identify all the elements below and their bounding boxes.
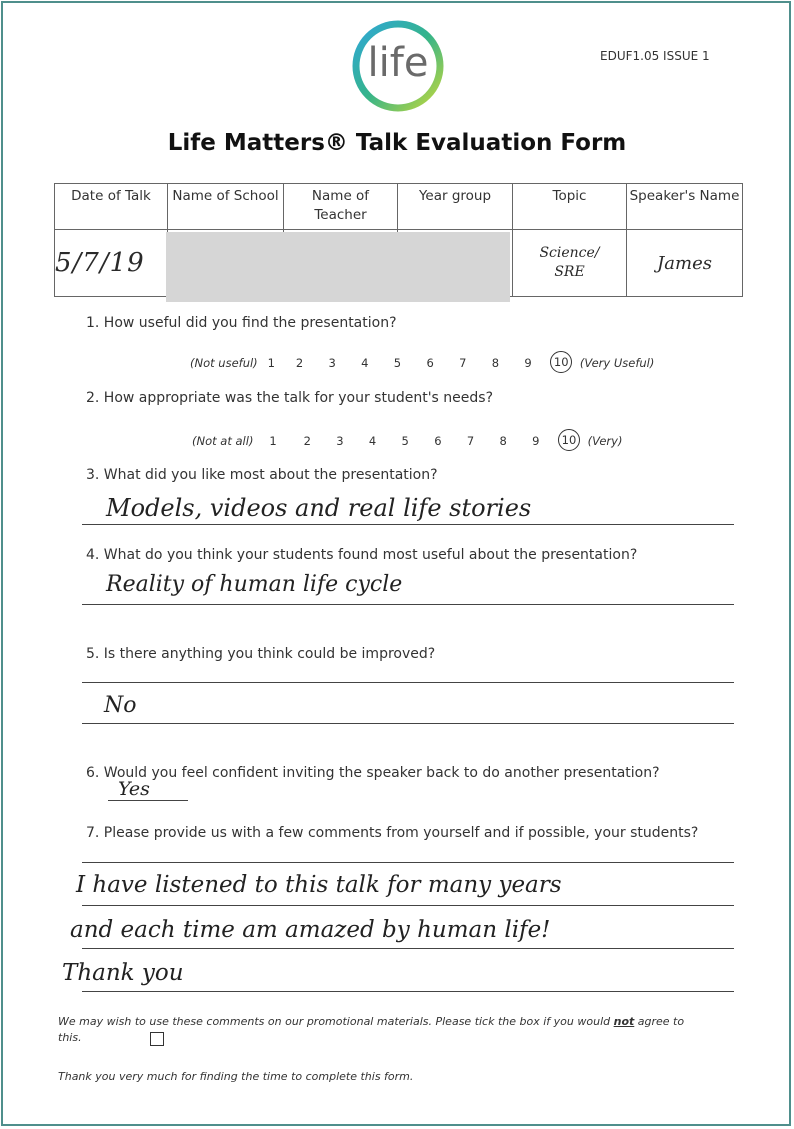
header-name-of-teacher: Name of Teacher (284, 184, 398, 230)
q7-answer-line-3 (82, 948, 734, 949)
q1-high-label: (Very Useful) (579, 356, 655, 370)
question-5: 5. Is there anything you think could be improved? (86, 646, 436, 662)
consent-note-text: We may wish to use these comments on our promotional materials. Please tick the box if you would (58, 1015, 614, 1028)
header-year-group: Year group (398, 184, 513, 230)
q2-option[interactable]: 7 (466, 434, 475, 448)
q4-answer-line (82, 604, 734, 605)
question-1: 1. How useful did you find the presentation? (86, 315, 397, 331)
header-topic: Topic (513, 184, 627, 230)
topic-cell[interactable] (513, 230, 627, 297)
do-not-agree-checkbox[interactable] (150, 1032, 164, 1046)
question-3: 3. What did you like most about the presentation? (86, 467, 438, 483)
q7-answer-line2[interactable]: and each time am amazed by human life! (70, 917, 551, 943)
q2-option[interactable]: 8 (499, 434, 507, 448)
q2-option[interactable]: 6 (434, 434, 442, 448)
q2-rating-scale (192, 430, 622, 452)
q2-option[interactable]: 4 (368, 434, 377, 448)
q1-option[interactable]: 4 (361, 356, 369, 370)
header-speakers-name: Speaker's Name (627, 184, 743, 230)
form-title: Life Matters® Talk Evaluation Form (167, 130, 627, 156)
q7-answer-line3[interactable]: Thank you (62, 960, 184, 986)
question-2: 2. How appropriate was the talk for your student's needs? (86, 390, 493, 406)
q1-rating-scale (190, 352, 654, 374)
q5-answer[interactable]: No (104, 693, 137, 718)
q1-low-label: (Not useful) (190, 356, 258, 370)
question-4: 4. What do you think your students found most useful about the presentation? (86, 547, 638, 563)
consent-note-text-tail: this. (58, 1031, 82, 1044)
q7-answer-line1[interactable]: I have listened to this talk for many years (76, 872, 562, 898)
redacted-block (166, 232, 510, 302)
q3-answer[interactable]: Models, videos and real life stories (106, 494, 532, 522)
header-date-of-talk: Date of Talk (55, 184, 168, 230)
page-border (1, 1, 791, 1126)
q1-option[interactable]: 1 (267, 356, 275, 370)
q7-answer-line-4 (82, 991, 734, 992)
q7-answer-line-1 (82, 862, 734, 863)
document-reference: EDUF1.05 ISSUE 1 (600, 49, 710, 63)
q3-answer-line (82, 524, 734, 525)
q1-option[interactable]: 7 (459, 356, 467, 370)
date-of-talk-value[interactable]: 5/7/19 (55, 230, 168, 297)
q2-option[interactable]: 1 (269, 434, 277, 448)
thank-you-note: Thank you very much for finding the time to complete this form. (58, 1070, 414, 1083)
life-logo (350, 18, 446, 114)
q2-option-selected[interactable]: 10 (558, 429, 580, 451)
q1-option[interactable]: 6 (426, 356, 434, 370)
q5-answer-line-1 (82, 682, 734, 683)
header-name-of-school: Name of School (168, 184, 284, 230)
topic-value-line1: Science/ (539, 245, 600, 261)
q6-answer[interactable]: Yes (118, 778, 150, 800)
speaker-name-value[interactable]: James (627, 230, 743, 297)
q1-option-selected[interactable]: 10 (550, 351, 572, 373)
q2-option[interactable]: 9 (532, 434, 540, 448)
q1-option[interactable]: 8 (491, 356, 500, 370)
q5-answer-line-2 (82, 723, 734, 724)
q1-option[interactable]: 5 (393, 356, 402, 370)
topic-value-line2: SRE (554, 264, 585, 280)
q2-option[interactable]: 5 (401, 434, 409, 448)
logo-text: life (367, 40, 429, 86)
q1-option[interactable]: 2 (295, 356, 304, 370)
consent-note-text-end: agree to (634, 1015, 685, 1028)
q4-answer[interactable]: Reality of human life cycle (106, 572, 403, 597)
question-7: 7. Please provide us with a few comments from yourself and if possible, your students? (86, 825, 699, 841)
q1-option[interactable]: 3 (328, 356, 336, 370)
q6-answer-line (108, 800, 188, 801)
q2-option[interactable]: 3 (336, 434, 344, 448)
question-6: 6. Would you feel confident inviting the speaker back to do another presentation? (86, 765, 660, 781)
q2-option[interactable]: 2 (303, 434, 311, 448)
q2-high-label: (Very) (587, 434, 623, 448)
consent-note-emphasis: not (613, 1015, 635, 1028)
q1-option[interactable]: 9 (524, 356, 532, 370)
q2-low-label: (Not at all) (192, 434, 254, 448)
q7-answer-line-2 (82, 905, 734, 906)
